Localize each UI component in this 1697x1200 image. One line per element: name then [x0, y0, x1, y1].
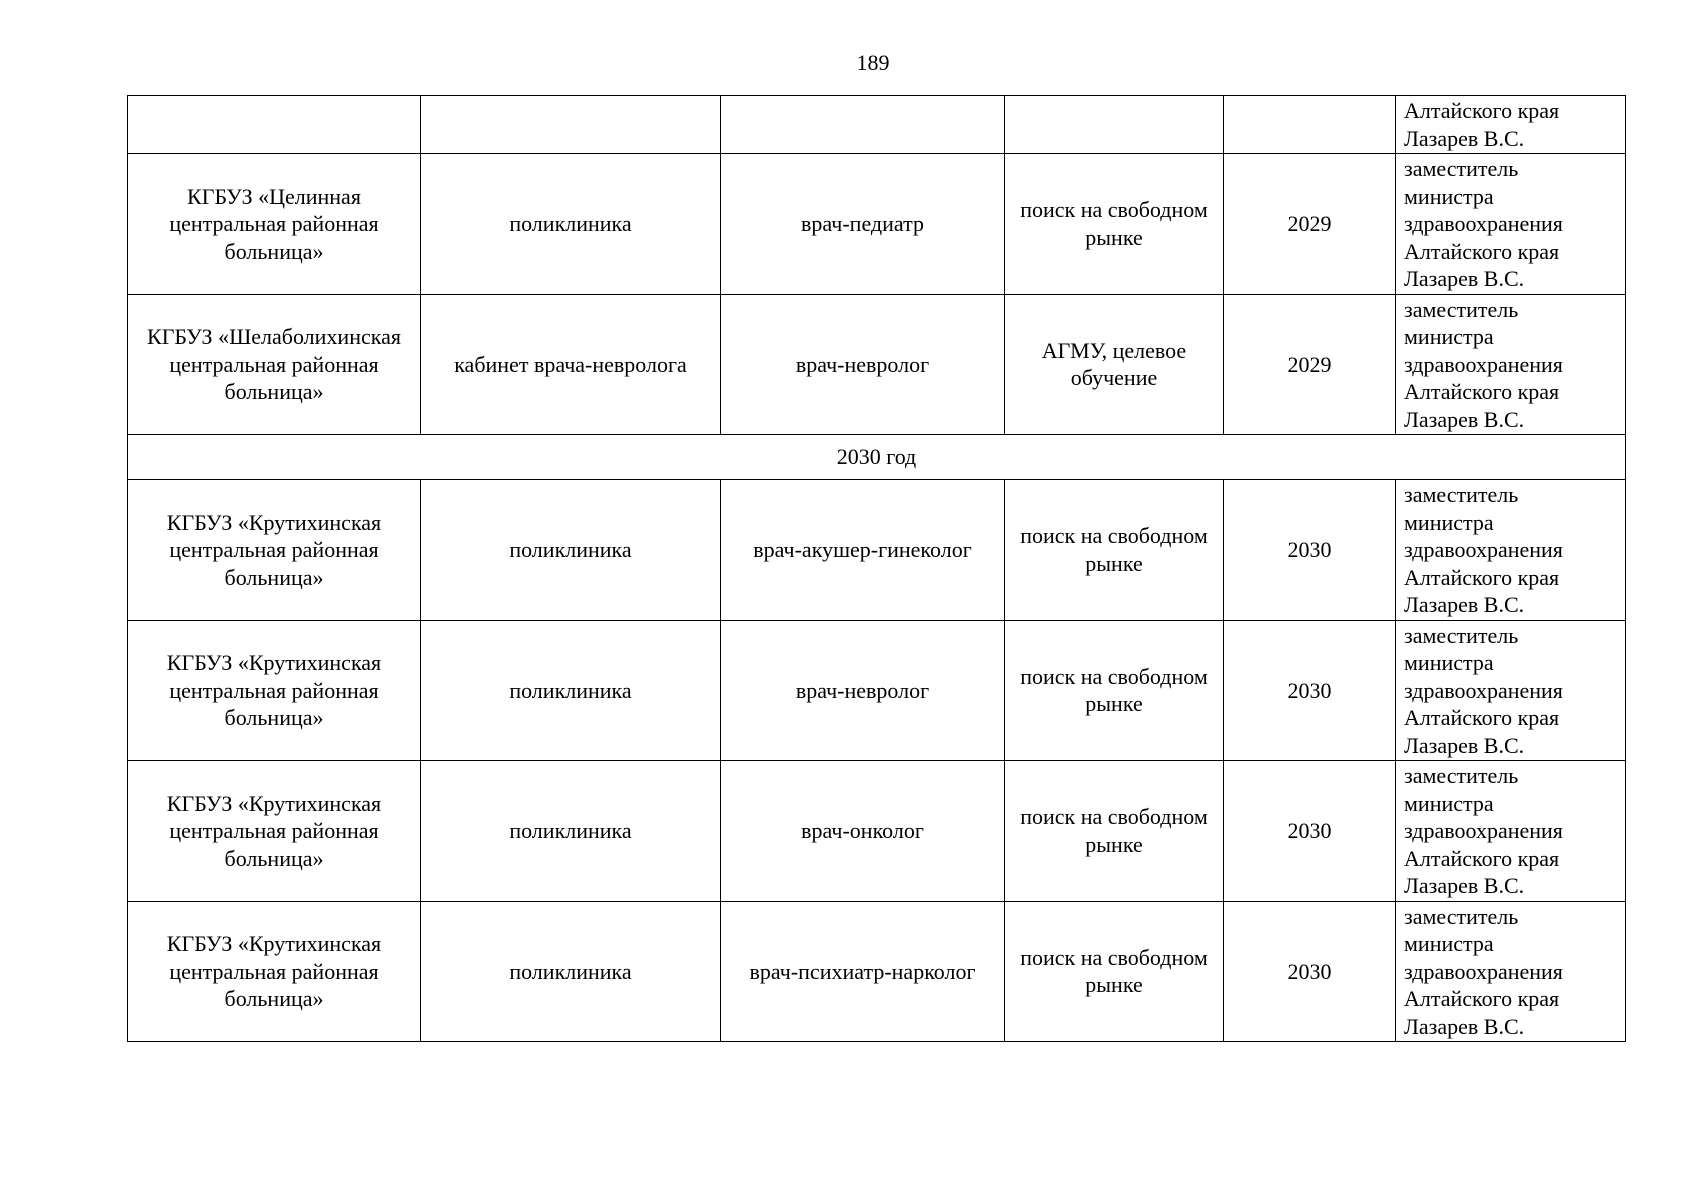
org-cell: КГБУЗ «Целинная центральная районная больница»: [128, 154, 421, 295]
table-row: [128, 294, 1626, 435]
org-cell: КГБУЗ «Шелаболихинская центральная районная больница»: [128, 294, 421, 435]
year-cell: 2030: [1224, 480, 1396, 621]
unit-cell: поликлиника: [421, 901, 721, 1042]
cont-unit-cell: [421, 96, 721, 154]
table-row: [128, 761, 1626, 902]
responsible-line: заместитель: [1404, 763, 1519, 788]
responsible-line: заместитель: [1404, 482, 1519, 507]
responsible-line: Алтайского края: [1404, 845, 1560, 871]
responsible-line: Алтайского края: [1404, 564, 1560, 590]
position-cell: врач-педиатр: [721, 154, 1005, 295]
unit-cell: поликлиника: [421, 154, 721, 295]
responsible-line: министра: [1404, 790, 1494, 816]
responsible-line: здравоохранения: [1404, 351, 1563, 377]
responsible-cell: [1396, 620, 1626, 761]
staffing-table: [127, 95, 1626, 1042]
unit-cell: поликлиника: [421, 761, 721, 902]
responsible-line: Лазарев В.С.: [1404, 873, 1525, 898]
position-cell: врач-невролог: [721, 620, 1005, 761]
responsible-line: Алтайского края: [1404, 379, 1560, 404]
position-cell: врач-невролог: [721, 294, 1005, 435]
responsible-line: министра: [1404, 183, 1494, 209]
responsible-line: здравоохранения: [1404, 211, 1563, 236]
cont-org-cell: [128, 96, 421, 154]
responsible-line: Лазарев В.С.: [1404, 592, 1525, 617]
responsible-cell: [1396, 901, 1626, 1042]
source-cell: поиск на свободном рынке: [1005, 620, 1224, 761]
year-cell: 2029: [1224, 154, 1396, 295]
source-cell: поиск на свободном рынке: [1005, 480, 1224, 621]
responsible-line: заместитель: [1404, 903, 1519, 929]
table-row: [128, 480, 1626, 621]
responsible-line: здравоохранения: [1404, 677, 1563, 703]
source-cell: АГМУ, целевое обучение: [1005, 294, 1224, 435]
responsible-line: заместитель: [1404, 622, 1519, 648]
section-year-heading: 2030 год: [128, 435, 1626, 480]
org-cell: КГБУЗ «Крутихинская центральная районная больница»: [128, 480, 421, 621]
responsible-line: Алтайского края: [1404, 98, 1560, 123]
responsible-line: Лазарев В.С.: [1404, 125, 1525, 151]
unit-cell: поликлиника: [421, 480, 721, 621]
cont-responsible-cell: [1396, 96, 1626, 154]
table-row: [128, 154, 1626, 295]
responsible-line: Лазарев В.С.: [1404, 406, 1525, 432]
org-cell: КГБУЗ «Крутихинская центральная районная больница»: [128, 901, 421, 1042]
section-header-row: [128, 435, 1626, 480]
source-cell: поиск на свободном рынке: [1005, 901, 1224, 1042]
year-cell: 2030: [1224, 761, 1396, 902]
unit-cell: поликлиника: [421, 620, 721, 761]
responsible-line: Лазарев В.С.: [1404, 1013, 1525, 1039]
responsible-line: министра: [1404, 509, 1494, 535]
responsible-line: Алтайского края: [1404, 705, 1560, 730]
cont-position-cell: [721, 96, 1005, 154]
responsible-line: заместитель: [1404, 156, 1519, 181]
responsible-line: здравоохранения: [1404, 818, 1563, 843]
position-cell: врач-акушер-гинеколог: [721, 480, 1005, 621]
source-cell: поиск на свободном рынке: [1005, 761, 1224, 902]
position-cell: врач-психиатр-нарколог: [721, 901, 1005, 1042]
year-cell: 2030: [1224, 901, 1396, 1042]
page-number: 189: [856, 50, 890, 75]
responsible-line: Алтайского края: [1404, 238, 1560, 264]
responsible-line: здравоохранения: [1404, 958, 1563, 984]
unit-cell: кабинет врача-невролога: [421, 294, 721, 435]
continuation-row: [128, 96, 1626, 154]
responsible-line: здравоохранения: [1404, 537, 1563, 562]
responsible-line: Лазарев В.С.: [1404, 732, 1525, 758]
responsible-line: Алтайского края: [1404, 986, 1560, 1011]
responsible-cell: [1396, 480, 1626, 621]
responsible-line: Лазарев В.С.: [1404, 266, 1525, 291]
org-cell: КГБУЗ «Крутихинская центральная районная больница»: [128, 761, 421, 902]
source-cell: поиск на свободном рынке: [1005, 154, 1224, 295]
responsible-line: министра: [1404, 324, 1494, 349]
responsible-line: министра: [1404, 931, 1494, 956]
year-cell: 2030: [1224, 620, 1396, 761]
table-row: [128, 901, 1626, 1042]
responsible-cell: [1396, 761, 1626, 902]
responsible-line: заместитель: [1404, 296, 1519, 322]
position-cell: врач-онколог: [721, 761, 1005, 902]
org-cell: КГБУЗ «Крутихинская центральная районная больница»: [128, 620, 421, 761]
cont-source-cell: [1005, 96, 1224, 154]
year-cell: 2029: [1224, 294, 1396, 435]
responsible-line: министра: [1404, 650, 1494, 675]
table-row: [128, 620, 1626, 761]
responsible-cell: [1396, 154, 1626, 295]
responsible-cell: [1396, 294, 1626, 435]
cont-year-cell: [1224, 96, 1396, 154]
